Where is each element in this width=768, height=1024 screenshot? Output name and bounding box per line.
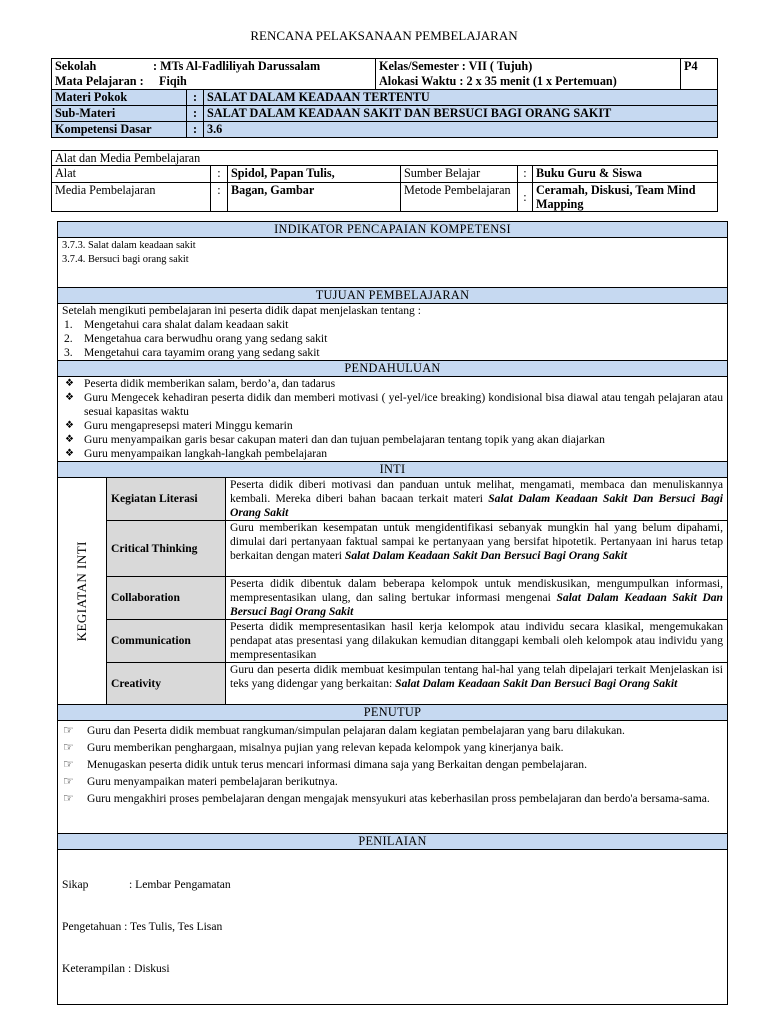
- media-table: [51, 150, 718, 212]
- sekolah-value: : MTs Al-Fadliliyah Darussalam: [153, 59, 321, 73]
- tujuan-intro: Setelah mengikuti pembelajaran ini peserta didik dapat menjelaskan tentang :: [62, 304, 421, 317]
- penutup-list: [58, 721, 728, 834]
- item-text: Guru Mengecek kehadiran peserta didik dan memberi motivasi ( yel-yel/ice breaking) kondisional bisa diawal atau tengah pelajaran atau sesuai kapasitas waktu: [84, 391, 723, 418]
- item-text: Guru mengapresepsi materi Minggu kemarin: [84, 419, 293, 432]
- penilaian-line: Keterampilan : Diskusi: [62, 962, 170, 975]
- kegiatan-inti-label: KEGIATAN INTI: [74, 540, 89, 642]
- indikator-heading: INDIKATOR PENCAPAIAN KOMPETENSI: [58, 222, 728, 238]
- list-item: [62, 346, 723, 360]
- list-item: [62, 332, 723, 346]
- list-item: [62, 318, 723, 332]
- inti-emphasis: Salat Dalam Keadaan Sakit Dan Bersuci Bagi Orang Sakit: [230, 591, 723, 618]
- indikator-item: 3.7.3. Salat dalam keadaan sakit: [62, 240, 196, 251]
- inti-emphasis: Salat Dalam Keadaan Sakit Dan Bersuci Bagi Orang Sakit: [230, 492, 723, 519]
- item-number: 3.: [64, 346, 73, 359]
- kd-label: Kompetensi Dasar: [52, 122, 187, 138]
- indikator-item: 3.7.4. Bersuci bagi orang sakit: [62, 254, 189, 265]
- diamond-bullet-icon: ❖: [65, 434, 74, 445]
- list-item: [62, 724, 723, 738]
- alat-value: Spidol, Papan Tulis,: [228, 166, 401, 183]
- inti-text: [226, 478, 728, 521]
- inti-desc: Peserta didik dibentuk dalam beberapa kelompok untuk mendiskusikan, mengumpulkan informasi, mempresentasikan ulang, dan saling bertukar informasi mengenai: [230, 577, 723, 604]
- pointing-hand-icon: ☞: [63, 740, 74, 754]
- penilaian-line: Sikap : Lembar Pengamatan: [62, 878, 231, 891]
- list-item: [62, 391, 723, 419]
- pointing-hand-icon: ☞: [63, 774, 74, 788]
- inti-text: [226, 521, 728, 577]
- metode-value: Ceramah, Diskusi, Team Mind Mapping: [533, 183, 718, 212]
- colon: :: [211, 183, 228, 212]
- item-text: Guru menyampaikan garis besar cakupan materi dan dan tujuan pembelajaran tentang topik yang akan diajarkan: [84, 433, 605, 446]
- inti-label: Communication: [107, 620, 226, 663]
- item-number: 2.: [64, 332, 73, 345]
- item-text: Peserta didik memberikan salam, berdo’a, dan tadarus: [84, 377, 336, 390]
- item-number: 1.: [64, 318, 73, 331]
- inti-desc: Guru dan peserta didik membuat kesimpulan tentang hal-hal yang telah dipelajari terkait Menjelaskan isi teks yang didengar yang berkaitan:: [230, 663, 723, 690]
- submateri-label: Sub-Materi: [52, 106, 187, 122]
- list-item: [62, 792, 723, 806]
- inti-emphasis: Salat Dalam Keadaan Sakit Dan Bersuci Bagi Orang Sakit: [395, 677, 678, 690]
- inti-desc: Peserta didik diberi motivasi dan panduan untuk melihat, mengamati, membaca dan menuliskannya kembali. Mereka diberi bahan bacaan terkait materi: [230, 478, 723, 505]
- sumber-value: Buku Guru & Siswa: [533, 166, 718, 183]
- media-value: Bagan, Gambar: [228, 183, 401, 212]
- tujuan-list: [58, 304, 728, 361]
- item-text: Mengetahui cara tayamim orang yang sedang sakit: [84, 346, 320, 359]
- colon: :: [187, 90, 204, 106]
- item-text: Guru memberikan penghargaan, misalnya pujian yang relevan kepada kelompok yang kinerjanya baik.: [87, 741, 564, 754]
- item-text: Guru dan Peserta didik membuat rangkuman/simpulan pelajaran dalam kegiatan pembelajaran yang baru dilakukan.: [87, 724, 625, 737]
- inti-label: Collaboration: [107, 577, 226, 620]
- materi-value: SALAT DALAM KEADAAN TERTENTU: [204, 90, 718, 106]
- media-label: Media Pembelajaran: [52, 183, 211, 212]
- list-item: [62, 775, 723, 789]
- inti-text: [226, 663, 728, 705]
- penutup-heading: PENUTUP: [58, 705, 728, 721]
- alokasi-text: Alokasi Waktu : 2 x 35 menit (1 x Pertemuan): [379, 74, 617, 88]
- code-cell: P4: [681, 59, 718, 90]
- item-text: Guru menyampaikan langkah-langkah pembelajaran: [84, 447, 328, 460]
- list-item: [62, 758, 723, 772]
- metode-label: Metode Pembelajaran: [401, 183, 518, 212]
- inti-emphasis: Salat Dalam Keadaan Sakit Dan Bersuci Bagi Orang Sakit: [344, 549, 628, 562]
- materi-label: Materi Pokok: [52, 90, 187, 106]
- inti-label: Creativity: [107, 663, 226, 705]
- inti-text: [226, 620, 728, 663]
- class-cell: [376, 59, 681, 90]
- alat-label: Alat: [52, 166, 211, 183]
- list-item: [62, 433, 723, 447]
- diamond-bullet-icon: ❖: [65, 448, 74, 459]
- document-title: RENCANA PELAKSANAAN PEMBELAJARAN: [250, 28, 518, 43]
- pointing-hand-icon: ☞: [63, 757, 74, 771]
- penilaian-list: [58, 850, 728, 1005]
- penilaian-heading: PENILAIAN: [58, 834, 728, 850]
- sumber-label: Sumber Belajar: [401, 166, 518, 183]
- colon: :: [187, 106, 204, 122]
- diamond-bullet-icon: ❖: [65, 378, 74, 389]
- mapel-value: Fiqih: [159, 74, 187, 88]
- item-text: Mengetahui cara shalat dalam keadaan sakit: [84, 318, 289, 331]
- kd-value: 3.6: [204, 122, 718, 138]
- colon: :: [187, 122, 204, 138]
- diamond-bullet-icon: ❖: [65, 392, 74, 403]
- kelas-text: Kelas/Semester : VII ( Tujuh): [379, 59, 533, 73]
- item-text: Guru mengakhiri proses pembelajaran dengan mengajak mensyukuri atas keberhasilan pross pembelajaran dan berdo'a bersama-sama.: [87, 792, 710, 805]
- header-table: [51, 58, 718, 138]
- mapel-label: Mata Pelajaran :: [55, 74, 144, 88]
- penilaian-line: Pengetahuan : Tes Tulis, Tes Lisan: [62, 920, 223, 933]
- inti-text: [226, 577, 728, 620]
- colon: :: [518, 183, 533, 212]
- pointing-hand-icon: ☞: [63, 791, 74, 805]
- list-item: [62, 377, 723, 391]
- main-table: [57, 221, 728, 1005]
- list-item: [62, 741, 723, 755]
- item-text: Menugaskan peserta didik untuk terus mencari informasi dimana saja yang Berkaitan dengan pembelajaran.: [87, 758, 587, 771]
- item-text: Guru menyampaikan materi pembelajaran berikutnya.: [87, 775, 338, 788]
- inti-label: Critical Thinking: [107, 521, 226, 577]
- sekolah-label: Sekolah: [55, 59, 97, 73]
- media-heading: Alat dan Media Pembelajaran: [52, 151, 718, 166]
- pendahuluan-heading: PENDAHULUAN: [58, 361, 728, 377]
- diamond-bullet-icon: ❖: [65, 420, 74, 431]
- pendahuluan-list: [58, 377, 728, 462]
- inti-heading: INTI: [58, 462, 728, 478]
- list-item: [62, 419, 723, 433]
- item-text: Mengetahua cara berwudhu orang yang sedang sakit: [84, 332, 328, 345]
- colon: :: [518, 166, 533, 183]
- indikator-list: [58, 238, 728, 288]
- submateri-value: SALAT DALAM KEADAAN SAKIT DAN BERSUCI BAGI ORANG SAKIT: [204, 106, 718, 122]
- inti-label: Kegiatan Literasi: [107, 478, 226, 521]
- inti-desc: Peserta didik mempresentasikan hasil kerja kelompok atau individu secara klasikal, mengemukakan pendapat atas presentasi yang dilakukan kemudian ditanggapi kembali oleh kelompok atau individu yang mempresentasikan: [230, 620, 723, 661]
- kegiatan-inti-side: [58, 478, 107, 705]
- pointing-hand-icon: ☞: [63, 723, 74, 737]
- school-cell: [52, 59, 376, 90]
- colon: :: [211, 166, 228, 183]
- tujuan-heading: TUJUAN PEMBELAJARAN: [58, 288, 728, 304]
- inti-desc: Guru memberikan kesempatan untuk mengidentifikasi sebanyak mungkin hal yang belum dipahami, dimulai dari pertanyaan faktual sampai ke pertanyaan yang bersifat hipotetik. Pertanyaan ini harus tetap berkaitan dengan materi: [230, 521, 723, 562]
- list-item: [62, 447, 723, 461]
